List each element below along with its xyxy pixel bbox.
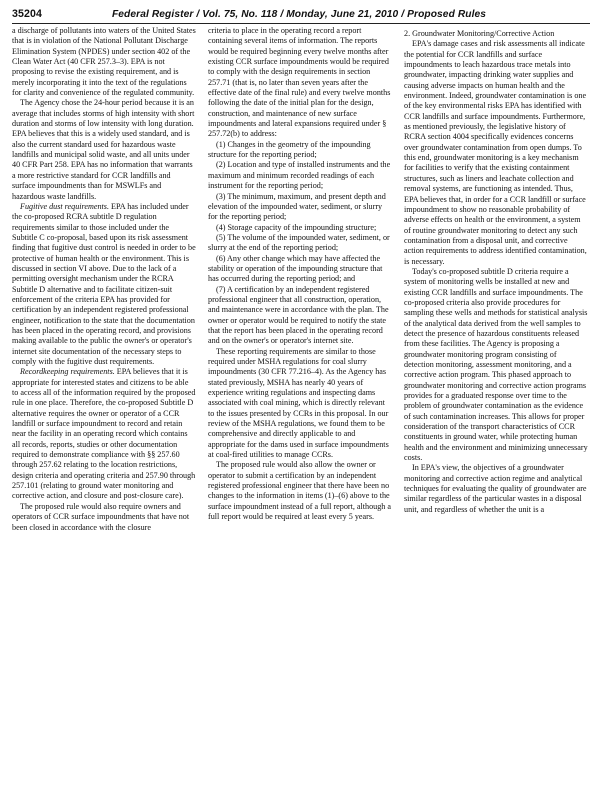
paragraph	[208, 140, 392, 161]
column-1	[12, 26, 196, 533]
paragraph-text: Today's co-proposed subtitle D criteria require a system of monitoring wells be installed at new and existing CCR landfills and surface impoundments. The co-proposed criteria also provide procedures for sampling these wells and methods for statistical analysis of the analytical data derived from the well samples to detect the presence of hazardous constituents released from these facilities. The Agency is proposing a groundwater monitoring program consisting of detection monitoring, assessment monitoring, and a corrective action program. This phased approach to groundwater monitoring and corrective action programs provides for a graduated response over time to the problem of groundwater contamination as the evidence of such contamination increases. This allows for proper consideration of the transport characteristics of CCR constituents in ground water, while protecting human health and the environment and minimizing unnecessary costs.	[404, 266, 588, 463]
column-3	[404, 26, 588, 533]
paragraph-text: (3) The minimum, maximum, and present depth and elevation of the impounded water, sediment, or slurry for the reporting period;	[208, 191, 386, 222]
paragraph-lead: Fugitive dust requirements.	[20, 201, 109, 211]
running-head: Federal Register / Vol. 75, No. 118 / Monday, June 21, 2010 / Proposed Rules	[111, 9, 487, 20]
paragraph-text: The proposed rule would also require owners and operators of CCR surface impoundments that have not been closed in accordance with the closure	[12, 501, 190, 532]
paragraph-text: EPA has included under the co-proposed RCRA subtitle D regulation requirements similar to those included under the Subtitle C co-proposal, based upon its risk assessment finding that fugitive dust control is needed in order to be protective of human health or the environment. This is discussed in section VI above. Due to the lack of a permitting oversight mechanism under the RCRA Subtitle D alternative and to facilitate citizen-suit enforcement of the criteria EPA has provided for certification by an independent registered professional engineer, notification to the state that the documentation has been placed in the operating record, and provisions making available to the public the owner's or operator's internet site documentation of the necessary steps to comply with the fugitive dust requirements.	[12, 201, 196, 366]
paragraph	[12, 98, 196, 201]
paragraph	[208, 460, 392, 522]
paragraph-text: The proposed rule would also allow the owner or operator to submit a certification by an independent registered professional engineer that there have been no changes to the information in items (1)–(6) above to the surface impoundment instead of a full report, although a full report would be required at least every 5 years.	[208, 460, 391, 522]
text-columns	[12, 26, 590, 533]
paragraph-text: (2) Location and type of installed instruments and the maximum and minimum recorded readings of each instrument for the reporting period;	[208, 160, 391, 191]
paragraph-text: (6) Any other change which may have affected the stability or operation of the impounding structure that has occurred during the reporting period; and	[208, 253, 383, 284]
paragraph-text: (1) Changes in the geometry of the impounding structure for the reporting period;	[208, 139, 371, 160]
paragraph	[12, 26, 196, 98]
paragraph-text: (5) The volume of the impounded water, sediment, or slurry at the end of the reporting period;	[208, 232, 390, 253]
paragraph	[208, 285, 392, 347]
header-rule	[12, 23, 590, 24]
paragraph	[208, 254, 392, 285]
paragraph-text: EPA's damage cases and risk assessments all indicate the potential for CCR landfills and surface impoundments to leach hazardous trace metals into groundwater, impacting drinking water supplies and causing adverse impacts on human health and the environment. Indeed, groundwater contamination is one of the key environmental risks EPA has identified with CCR landfills and surface impoundments. Furthermore, as mentioned previously, the legislative history of RCRA section 4004 specifically evidences concerns over groundwater contamination from open dumps. To this end, groundwater monitoring is a key mechanism for facilities to verify that the existing containment structures, such as liners and leachate collection and removal systems, are functioning as intended. Thus, EPA believes that, in order for a CCR landfill or surface impoundment to show no reasonable probability of adverse effects on health or the environment, a system of routine groundwater monitoring to detect any such contamination from a disposal unit, and corrective action requirements to address identified contamination, is necessary.	[404, 39, 587, 266]
paragraph-text: criteria to place in the operating record a report containing several items of information. The reports would be required beginning every twelve months after existing CCR surface impoundments would be required to comply with the design requirements in section 257.71 (that is, no later than seven years after the effective date of the final rule) and every twelve months following the date of the initial plan for the design, construction, and maintenance of new surface impoundments and lateral expansions required under § 257.72(b) to address:	[208, 26, 391, 139]
paragraph	[12, 502, 196, 533]
paragraph	[208, 223, 392, 233]
paragraph	[404, 39, 588, 267]
paragraph	[12, 367, 196, 501]
column-2	[208, 26, 392, 533]
paragraph	[208, 192, 392, 223]
page-header	[12, 8, 590, 20]
section-heading	[404, 29, 588, 39]
paragraph	[404, 463, 588, 515]
paragraph-text: (4) Storage capacity of the impounding structure;	[216, 222, 377, 232]
paragraph	[208, 160, 392, 191]
paragraph-text: In EPA's view, the objectives of a groundwater monitoring and corrective action regime and analytical techniques for evaluating the quality of groundwater are similar regardless of the particular wastes in a disposal unit, and regardless of whether the unit is a	[404, 463, 587, 514]
paragraph-text: The Agency chose the 24-hour period because it is an average that includes storms of high intensity with short duration and storms of low intensity with long duration. EPA believes that this is a widely used standard, and is also the current standard used for hazardous waste landfills and municipal solid waste, and all units under 40 CFR Part 258. EPA has no information that warrants a more restrictive standard for CCR landfills and surface impoundments than for MSWLFs and hazardous waste landfills.	[12, 98, 195, 201]
paragraph	[404, 267, 588, 464]
paragraph-text: These reporting requirements are similar to those required under MSHA regulations for coal slurry impoundments (30 CFR 77.216–4). As the Agency has stated previously, MSHA has nearly 40 years of experience writing regulations and inspecting dams associated with coal mining, which is directly relevant to the issues presented by CCRs in this proposal. In our review of the MSHA regulations, we found them to be comprehensive and directly applicable to and appropriate for the dams used in surface impoundments at coal-fired utilities to manage CCRs.	[208, 346, 389, 460]
paragraph-text: a discharge of pollutants into waters of the United States that is in violation of the National Pollutant Discharge Elimination System (NPDES) under section 402 of the Clean Water Act (40 CFR 257.3–3). EPA is not proposing to revise the existing requirement, and is merely incorporating it into the text of the regulations for clarity and convenience of the regulated community.	[12, 26, 196, 98]
paragraph-text: (7) A certification by an independent registered professional engineer that all construction, operation, and maintenance were in accordance with the plan. The owner or operator would be required to notify the state that the report has been placed in the operating record and on the owner's or operator's internet site.	[208, 284, 389, 346]
paragraph	[208, 347, 392, 461]
paragraph	[12, 202, 196, 368]
paragraph-text: 2. Groundwater Monitoring/Corrective Action	[404, 29, 555, 38]
paragraph	[208, 26, 392, 140]
page-number: 35204	[12, 8, 42, 20]
paragraph	[208, 233, 392, 254]
paragraph-lead: Recordkeeping requirements.	[20, 367, 115, 377]
paragraph-text: EPA believes that it is appropriate for interested states and citizens to be able to access all of the information required by the proposed rule in one place. Therefore, the co-proposed Subtitle D alternative requires the owner or operator of a CCR landfill or surface impoundment to record and retain near the facility in an operating record which contains all records, reports, studies or other documentation required to demonstrate compliance with §§ 257.60 through 257.62 relating to the location restrictions, design criteria and operating criteria and 257.90 through 257.101 (relating to ground water monitoring and corrective action, and closure and post-closure care).	[12, 367, 196, 501]
